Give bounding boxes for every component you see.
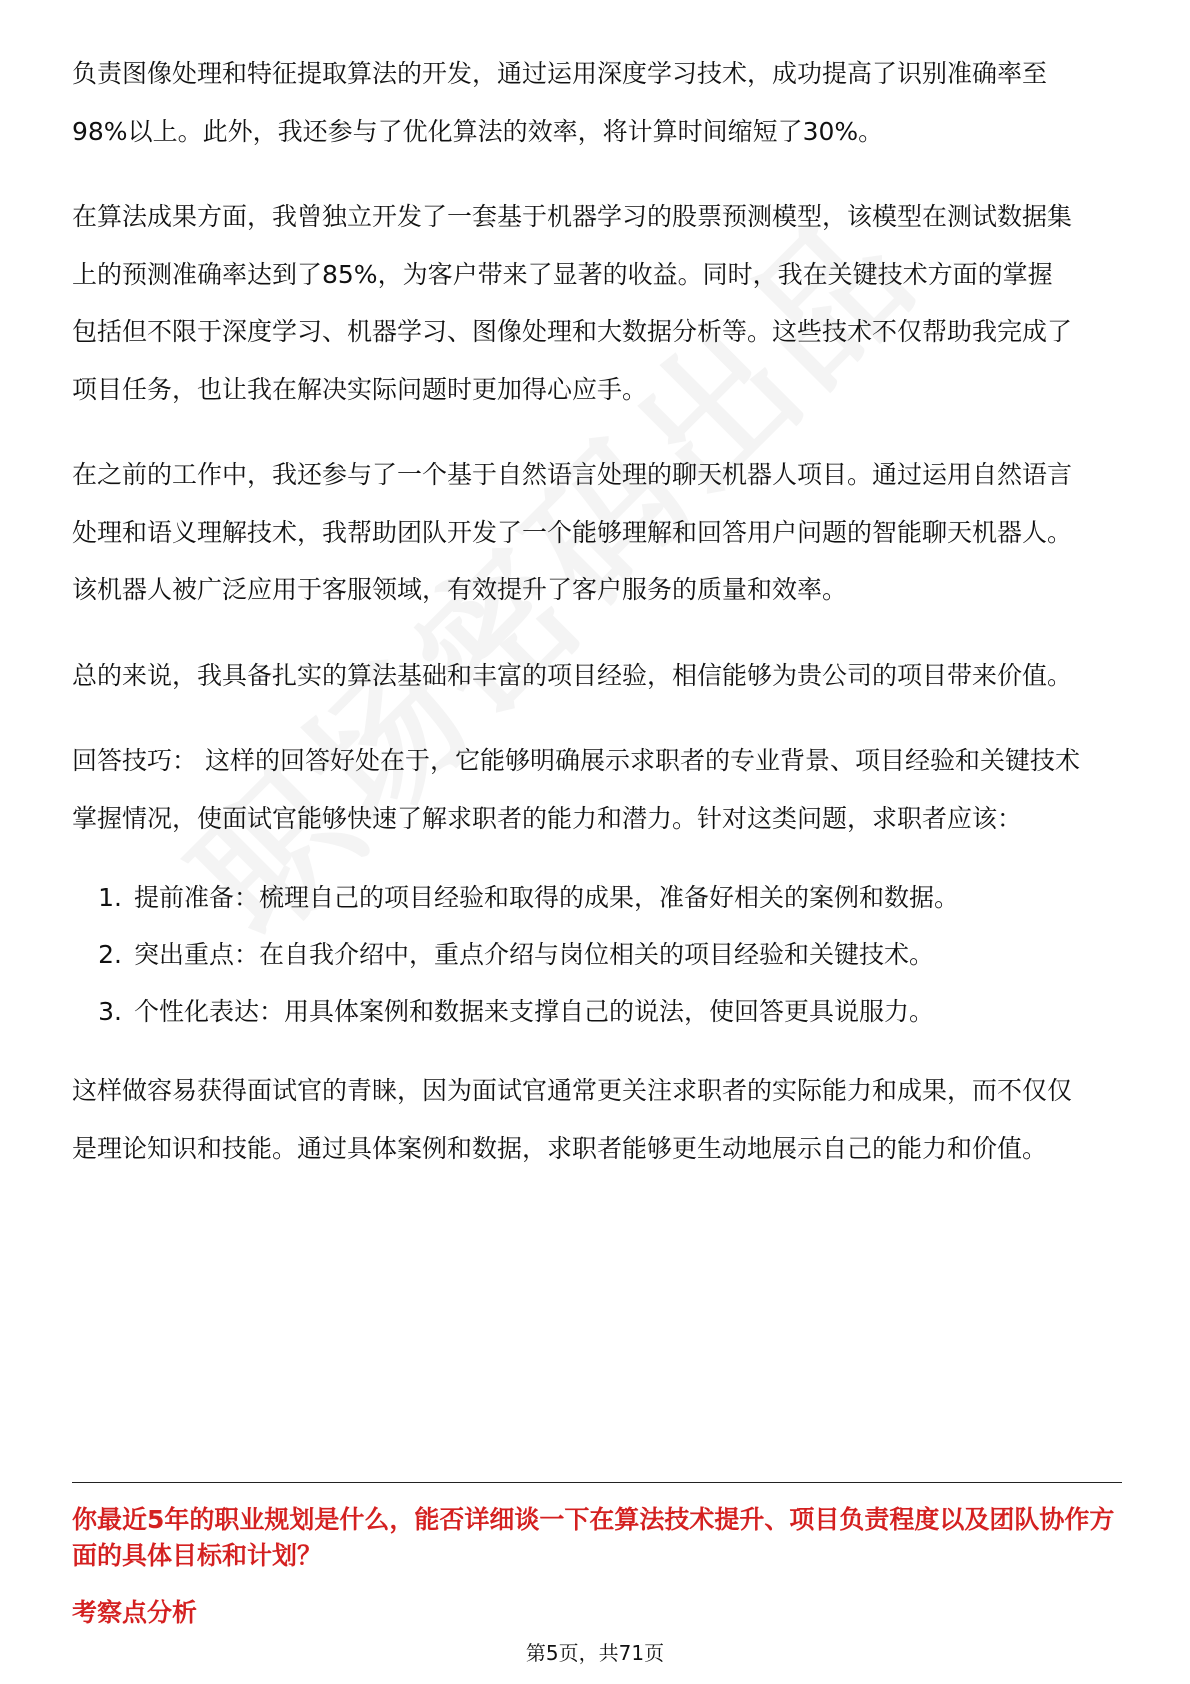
section-divider [72, 1482, 1122, 1483]
list-item-text: 突出重点：在自我介绍中，重点介绍与岗位相关的项目经验和关键技术。 [134, 940, 935, 969]
list-item-number: 3. [98, 997, 122, 1026]
list-item [72, 869, 1122, 926]
next-question-heading: 你最近5年的职业规划是什么，能否详细谈一下在算法技术提升、项目负责程度以及团队协作方面的具体目标和计划？ [72, 1505, 1115, 1570]
paragraph-closing: 这样做容易获得面试官的青睐，因为面试官通常更关注求职者的实际能力和成果，而不仅仅是理论知识和技能。通过具体案例和数据，求职者能够更生动地展示自己的能力和价值。 [72, 1076, 1073, 1163]
answer-body [72, 45, 1122, 1177]
list-item-number: 2. [98, 940, 122, 969]
page-footer: 第5页，共71页 [525, 1641, 665, 1665]
list-item-number: 1. [98, 883, 122, 912]
tips-list [72, 869, 1122, 1040]
list-item [72, 926, 1122, 983]
paragraph-algorithm-results: 在算法成果方面，我曾独立开发了一套基于机器学习的股票预测模型，该模型在测试数据集上的预测准确率达到了85%，为客户带来了显著的收益。同时，我在关键技术方面的掌握包括但不限于深度学习、机器学习、图像处理和大数据分析等。这些技术不仅帮助我完成了项目任务，也让我在解决实际问题时更加得心应手。 [72, 202, 1073, 404]
list-item-text: 提前准备：梳理自己的项目经验和取得的成果，准备好相关的案例和数据。 [134, 883, 960, 912]
paragraph-answer-tips: 回答技巧： 这样的回答好处在于，它能够明确展示求职者的专业背景、项目经验和关键技术掌握情况，使面试官能够快速了解求职者的能力和潜力。针对这类问题，求职者应该： [72, 746, 1080, 833]
paragraph-chatbot-project: 在之前的工作中，我还参与了一个基于自然语言处理的聊天机器人项目。通过运用自然语言处理和语义理解技术，我帮助团队开发了一个能够理解和回答用户问题的智能聊天机器人。该机器人被广泛应用于客服领域，有效提升了客户服务的质量和效率。 [72, 460, 1073, 604]
paragraph-summary: 总的来说，我具备扎实的算法基础和丰富的项目经验，相信能够为贵公司的项目带来价值。 [72, 660, 1073, 690]
paragraph-image-processing: 负责图像处理和特征提取算法的开发，通过运用深度学习技术，成功提高了识别准确率至98%以上。此外，我还参与了优化算法的效率，将计算时间缩短了30%。 [72, 59, 1048, 146]
analysis-heading: 考察点分析 [72, 1598, 198, 1627]
list-item [72, 983, 1122, 1040]
list-item-text: 个性化表达：用具体案例和数据来支撑自己的说法，使回答更具说服力。 [134, 997, 935, 1026]
